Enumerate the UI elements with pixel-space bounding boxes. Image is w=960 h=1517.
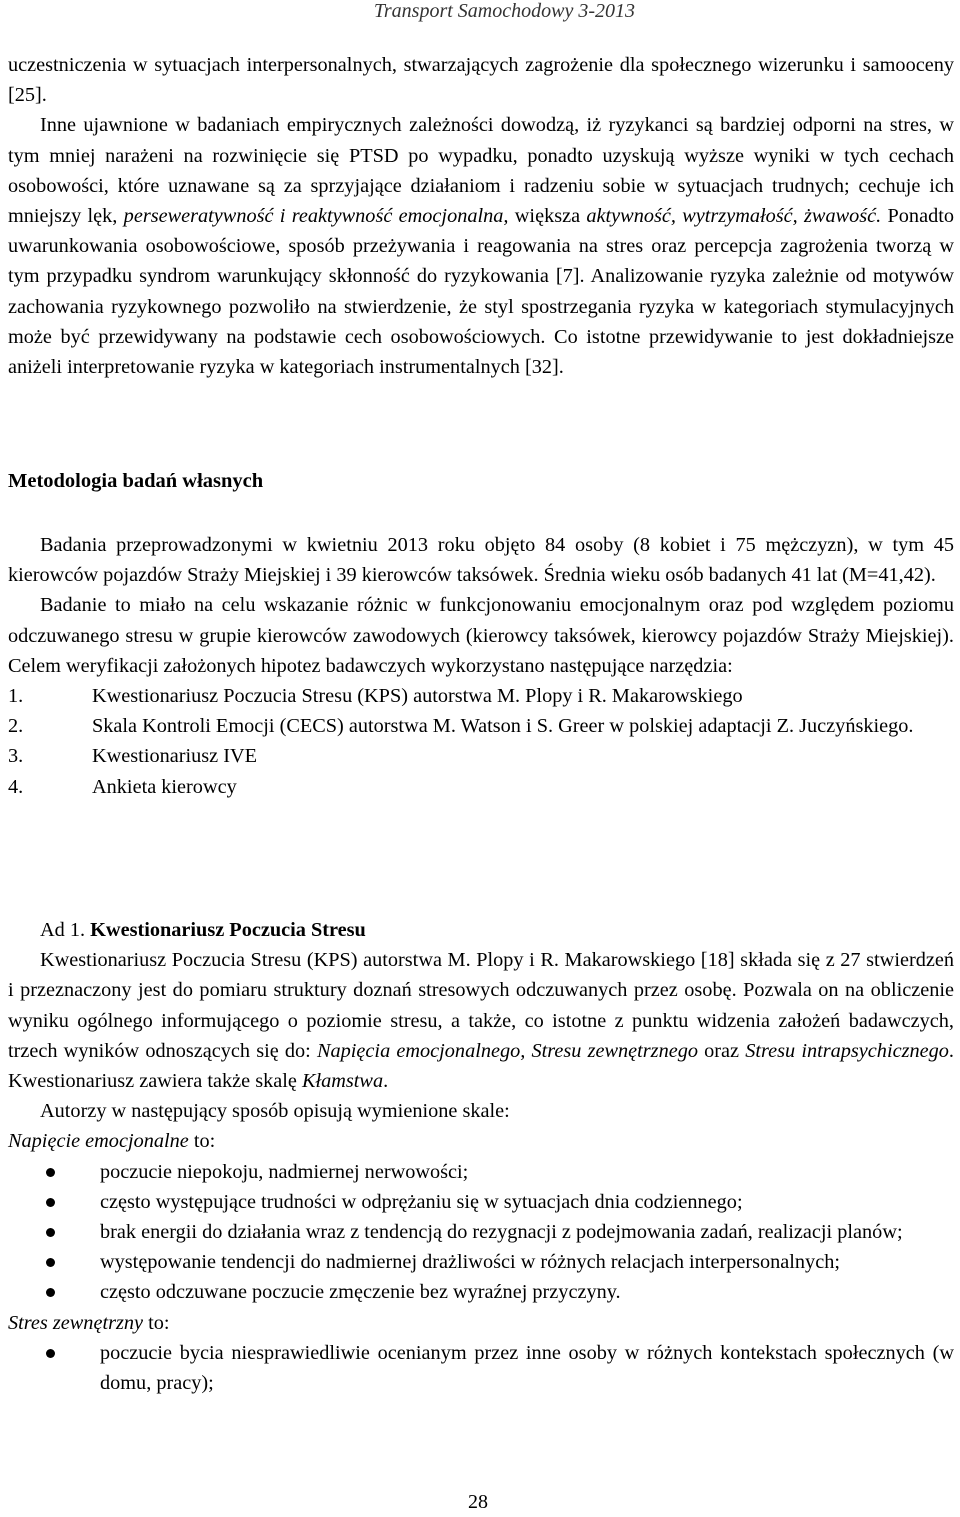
napiecie-heading [8,1126,954,1156]
kps-italic-2: Stresu intrapsychicznego [745,1039,949,1062]
bullet-icon [46,1168,55,1177]
subsection-title [8,915,954,945]
ad-title: Kwestionariusz Poczucia Stresu [90,919,366,941]
bullet-text: brak energii do działania wraz z tendencją do rezygnacji z podejmowania zadań, realizacji planów; [100,1221,903,1244]
bullet-icon [46,1349,55,1358]
bullet-text: występowanie tendencji do nadmiernej drażliwości w różnych relacjach interpersonalnych; [100,1251,840,1274]
stres-heading [8,1308,954,1338]
stres-label: Stres zewnętrzny [8,1311,144,1334]
list-item-text: Kwestionariusz Poczucia Stresu (KPS) autorstwa M. Plopy i R. Makarowskiego [92,685,743,708]
para2-italic-a: perseweratywność i reaktywność emocjonalna, [123,205,509,228]
bullet-text: często występujące trudności w odprężaniu się w sytuacjach dnia codziennego; [100,1190,743,1213]
bullet-icon [46,1228,55,1237]
ad-prefix: Ad 1. [40,919,86,941]
kps-text-b: oraz [704,1039,740,1062]
para2-text-a: Inne ujawnione w badaniach empirycznych zależności dowodzą, iż ryzykanci są bardziej odporni na stres, w tym mniej narażeni na rozwinięcie się PTSD po wypadku, ponadto uzyskują wyższe wyniki w tych cechach osobowości, które uznawane są za sprzyjające działaniom i radzeniu sobie w sytuacjach trudnych; cechuje ich mniejszy lęk, [8,114,954,228]
kps-italic-1: Napięcia emocjonalnego, Stresu zewnętrznego [316,1039,698,1062]
page-number: 28 [468,1491,488,1513]
list-number: 2. [8,715,24,738]
bullet-item [8,1157,954,1187]
kps-section [8,915,954,1398]
methodology-section [8,530,954,802]
bullet-item [8,1338,954,1398]
kps-italic-3: Kłamstwa [301,1070,384,1093]
bullet-text: poczucie bycia niesprawiedliwie ocenianym przez inne osoby w różnych kontekstach społecznych (w domu, pracy); [100,1341,954,1395]
bullet-item [8,1217,954,1247]
list-item-text: Ankieta kierowcy [92,775,237,798]
para2-text-b: większa [514,205,581,228]
para2-italic-b: aktywność, wytrzymałość, żwawość. [586,205,882,228]
kps-text-c: . Kwestionariusz zawiera także skalę [8,1039,954,1093]
napiecie-list [8,1157,954,1308]
bullet-text: poczucie niepokoju, nadmiernej nerwowości; [100,1160,469,1183]
tools-list-item [8,711,954,741]
kps-text-d: . [383,1070,389,1093]
methodology-paragraph-1: Badania przeprowadzonymi w kwietniu 2013 roku objęto 84 osoby (8 kobiet i 75 mężczyzn), w tym 45 kierowców pojazdów Straży Miejskiej i 39 kierowców taksówek. Średnia wieku osób badanych 41 lat (M=41,42). [8,534,954,587]
napiecie-label: Napięcie emocjonalne [8,1130,189,1153]
bullet-icon [46,1198,55,1207]
paragraph-2 [8,110,954,382]
list-item-text: Skala Kontroli Emocji (CECS) autorstwa M. Watson i S. Greer w polskiej adaptacji Z. Juczyńskiego. [92,715,914,738]
para2-text-c: Ponadto uwarunkowania osobowościowe, sposób przeżywania i reagowania na stres oraz percepcja zagrożenia tworzą w tym przypadku syndrom warunkujący skłonność do ryzykowania [7]. Analizowanie ryzyka zależnie od motywów zachowania ryzykownego pozwoliło na stwierdzenie, że styl spostrzegania ryzyka w kategoriach stymulacyjnych może być przewidywany na podstawie cech osobowościowych. Co istotne przewidywanie to jest dokładniejsze aniżeli interpretowanie ryzyka w kategoriach instrumentalnych [32]. [8,205,954,379]
to-label: to: [143,1311,170,1334]
bullet-item [8,1187,954,1217]
authors-paragraph: Autorzy w następujący sposób opisują wymienione skale: [40,1100,510,1123]
tools-list-item [8,772,954,802]
paragraph-1: uczestniczenia w sytuacjach interpersonalnych, stwarzających zagrożenie dla społecznego wizerunku i samooceny [25]. [8,54,954,107]
methodology-paragraph-2: Badanie to miało na celu wskazanie różnic w funkcjonowaniu emocjonalnym oraz pod względem poziomu odczuwanego stresu w grupie kierowców zawodowych (kierowcy taksówek, kierowcy pojazdów Straży Miejskiej). Celem weryfikacji założonych hipotez badawczych wykorzystano następujące narzędzia: [8,594,954,677]
body-text-top [8,50,954,382]
list-item-text: Kwestionariusz IVE [92,745,258,768]
bullet-item [8,1247,954,1277]
bullet-text: często odczuwane poczucie zmęczenie bez wyraźnej przyczyny. [100,1281,621,1304]
tools-list-item [8,741,954,771]
tools-list-item [8,681,954,711]
kps-paragraph [8,945,954,1096]
list-number: 4. [8,775,24,798]
kps-text-a: Kwestionariusz Poczucia Stresu (KPS) autorstwa M. Plopy i R. Makarowskiego [18] składa się z 27 stwierdzeń i przeznaczony jest do pomiaru struktury doznań stresowych odczuwanych przez osobę. Pozwala on na obliczenie wyniku ogólnego informującego o poziomie stresu, a także, co istotne z punktu widzenia założeń badawczych, trzech wyników odnoszących się do: [8,949,954,1062]
section-heading: Metodologia badań własnych [8,470,264,492]
stres-list [8,1338,954,1398]
list-number: 1. [8,685,24,708]
list-number: 3. [8,745,24,768]
to-label: to: [188,1130,216,1153]
running-header: Transport Samochodowy 3-2013 [373,0,635,22]
tools-list [8,681,954,802]
bullet-item [8,1277,954,1307]
